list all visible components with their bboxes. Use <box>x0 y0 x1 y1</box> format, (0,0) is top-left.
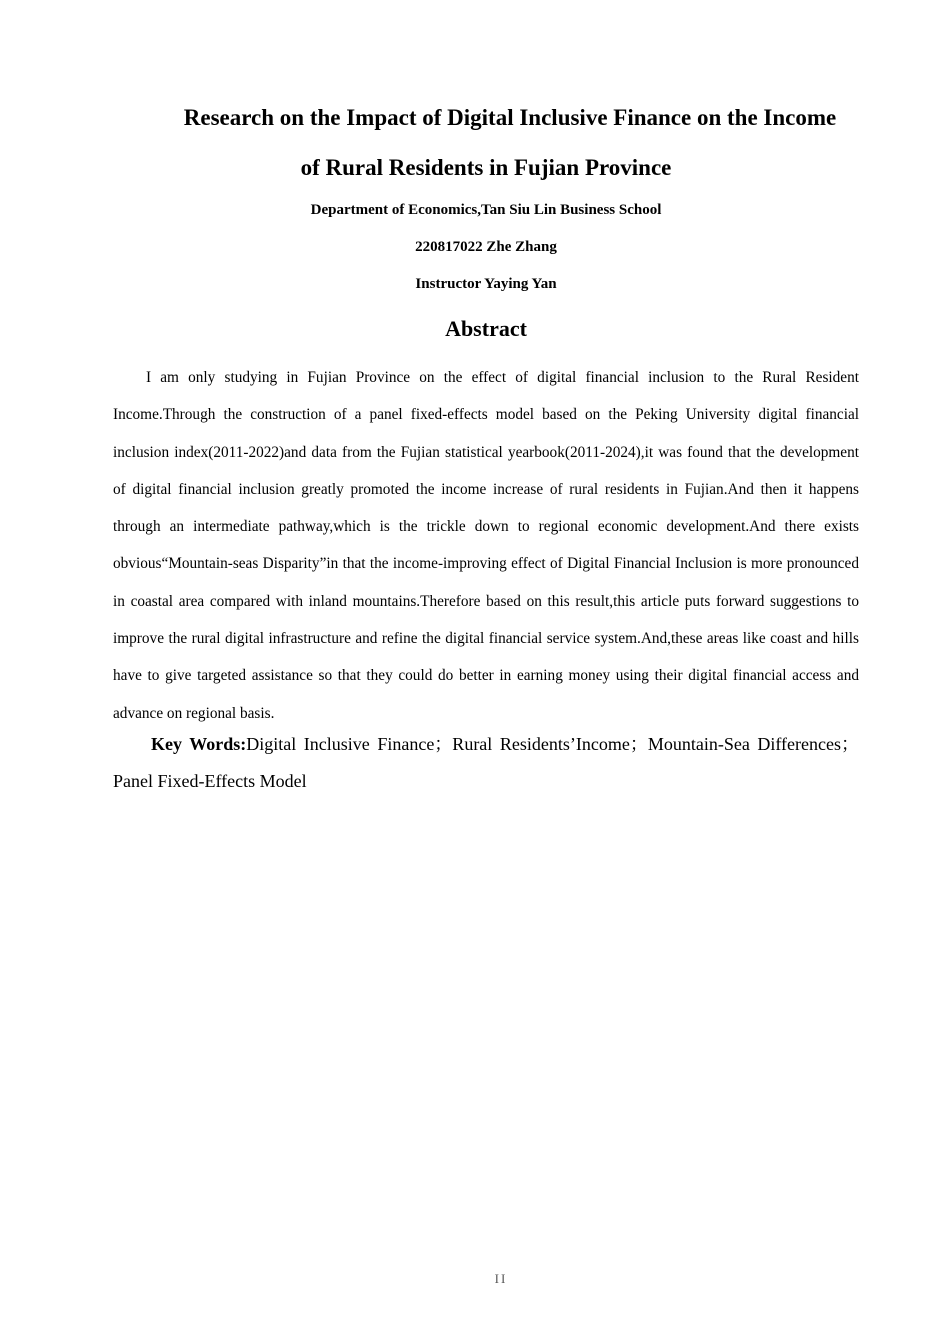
paper-title-line-2: of Rural Residents in Fujian Province <box>300 155 672 180</box>
paper-title-line-1: Research on the Impact of Digital Inclusive Finance on the Income <box>183 105 837 130</box>
keywords-label: Key Words: <box>151 734 247 754</box>
instructor-line: Instructor Yaying Yan <box>415 276 557 292</box>
keywords-text: Digital Inclusive Finance；Rural Residents’Income；Mountain-Sea Differences；Panel Fixed-Effects Model <box>113 734 859 791</box>
page-number: II <box>494 1271 508 1286</box>
keywords-paragraph <box>113 726 859 800</box>
abstract-heading: Abstract <box>445 316 527 341</box>
author-line: 220817022 Zhe Zhang <box>415 239 557 255</box>
abstract-body: I am only studying in Fujian Province on the effect of digital financial inclusion to the Rural Resident Income.Through the construction of a panel fixed-effects model based on the Peking University digital financial inclusion index(2011-2022)and data from the Fujian statistical yearbook(2011-2024),it was found that the development of digital financial inclusion greatly promoted the income increase of rural residents in Fujian.And then it happens through an intermediate pathway,which is the trickle down to regional economic development.And there exists obvious“Mountain-seas Disparity”in that the income-improving effect of Digital Financial Inclusion is more pronounced in coastal area compared with inland mountains.Therefore based on this result,this article puts forward suggestions to improve the rural digital infrastructure and refine the digital financial service system.And,these areas like coast and hills have to give targeted assistance so that they could do better in earning money using their digital financial access and advance on regional basis. <box>113 369 859 722</box>
department-line: Department of Economics,Tan Siu Lin Business School <box>310 202 662 218</box>
